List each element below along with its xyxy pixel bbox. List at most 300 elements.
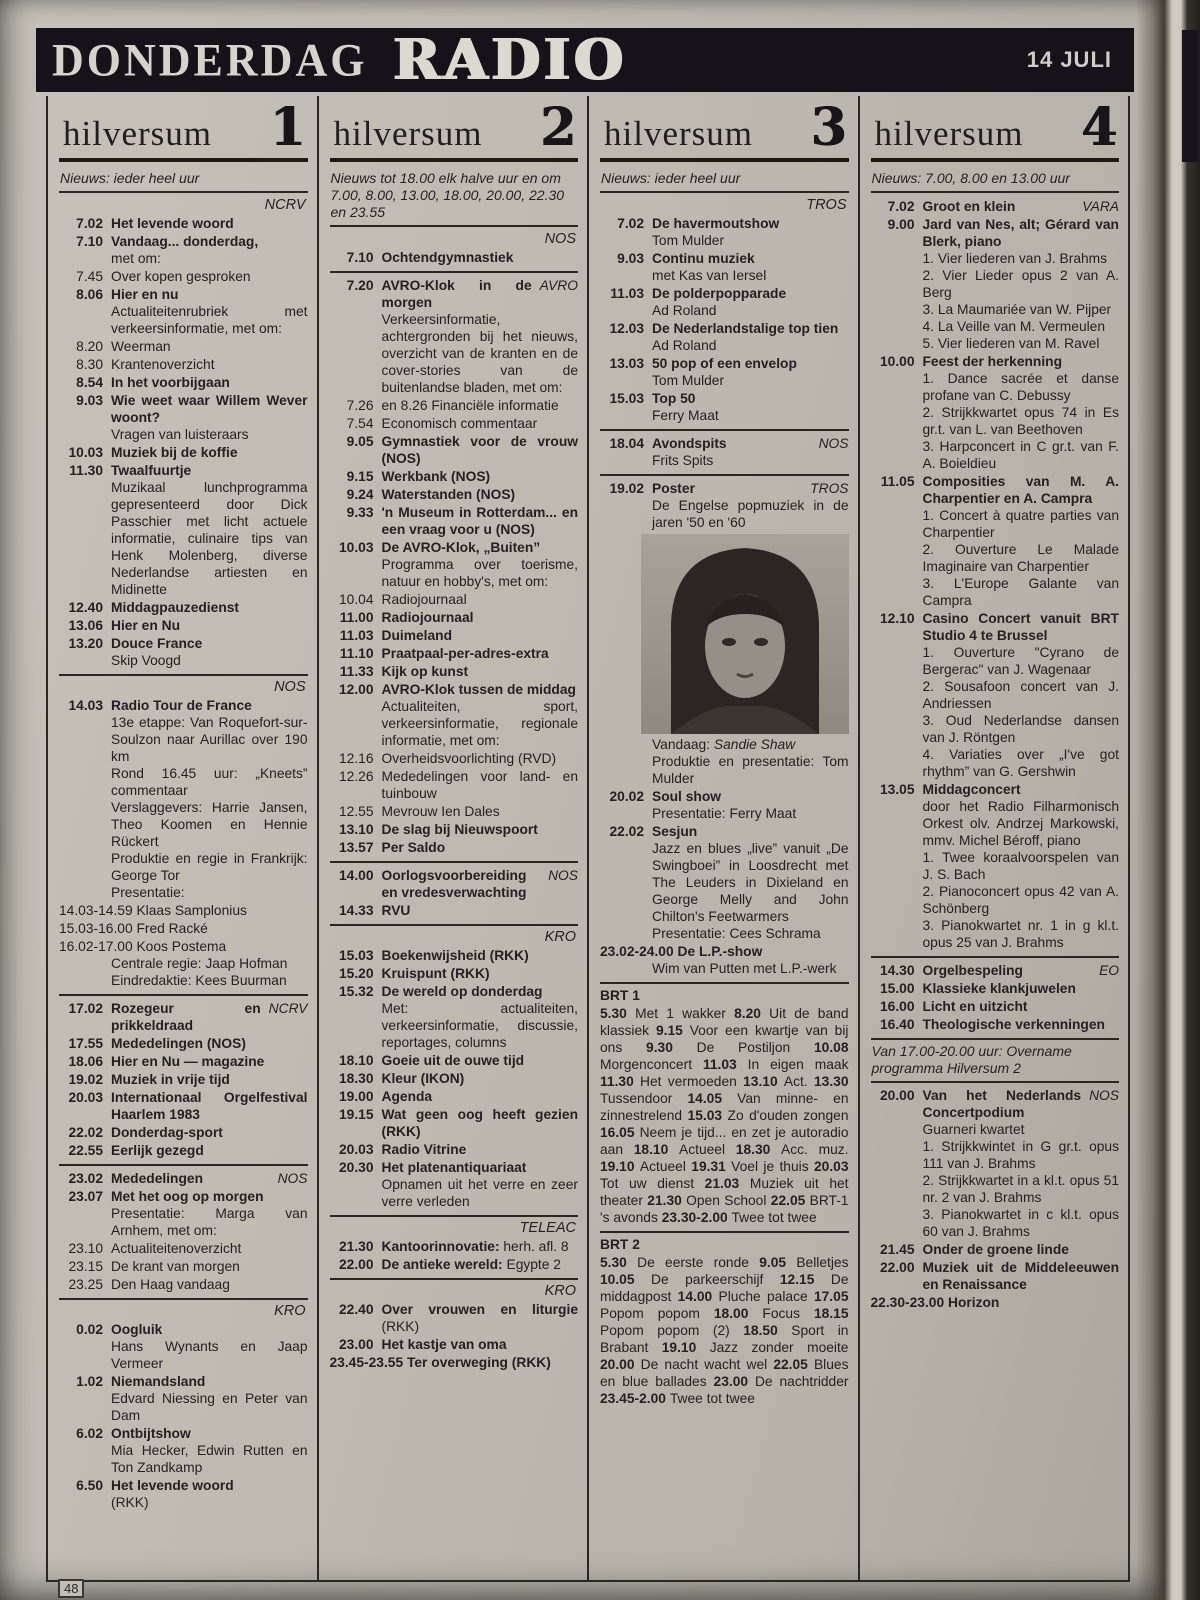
program-section	[59, 676, 308, 996]
program-entry	[59, 1170, 308, 1187]
brt-program: Voel je thuis	[731, 1159, 809, 1174]
brt-program: Met 1 wakker	[635, 1006, 726, 1021]
brt-heading: BRT 2	[600, 1237, 640, 1252]
program-title: Over kopen gesproken	[111, 269, 251, 284]
program-time: 7.45	[76, 269, 103, 284]
broadcaster-inline: VARA	[1082, 199, 1119, 214]
program-time: 20.02	[609, 789, 644, 804]
program-title: Overheidsvoorlichting (RVD)	[381, 751, 557, 766]
station-number: 2	[539, 97, 576, 158]
program-title: Kruispunt (RKK)	[381, 966, 490, 981]
program-body	[111, 444, 308, 461]
program-time: 23.02-24.00	[600, 944, 678, 959]
program-entry	[59, 356, 308, 373]
brt-time: 10.08	[790, 1040, 849, 1055]
brt-time: 22.05	[767, 1357, 814, 1372]
station-header	[59, 97, 308, 162]
program-title: Top 50	[652, 391, 696, 406]
program-time: 10.04	[338, 592, 374, 607]
program-description: Rond 16.45 uur: „Kneets” commentaar	[111, 766, 308, 798]
program-time: 16.40	[879, 1017, 915, 1032]
program-entry	[330, 433, 579, 467]
program-description: 3. Pianokwartet in c kl.t. opus 60 van J. Brahms	[922, 1207, 1119, 1239]
page-number: 48	[58, 1579, 84, 1598]
program-body	[382, 627, 579, 644]
program-entry	[59, 1321, 308, 1372]
program-entry	[59, 268, 308, 285]
program-title: Kleur (IKON)	[381, 1071, 465, 1086]
program-body	[111, 356, 308, 373]
program-entry	[600, 250, 849, 284]
program-title: De Nederlandstalige top tien	[652, 321, 839, 336]
program-entry	[59, 215, 308, 232]
broadcaster-inline: NOS	[548, 868, 578, 883]
broadcaster-inline: NOS	[277, 1171, 308, 1186]
program-body	[382, 1256, 579, 1273]
photo-caption	[652, 736, 849, 753]
program-body	[111, 1053, 308, 1070]
program-entry	[330, 1256, 579, 1273]
program-body	[382, 1052, 579, 1069]
brt-time: 13.10	[736, 1074, 784, 1089]
program-title: Van het Nederlands Concertpodium	[922, 1088, 1082, 1120]
news-times-line: Nieuws: ieder heel uur	[59, 167, 308, 193]
program-title: Goeie uit de ouwe tijd	[381, 1053, 525, 1068]
brt-time: 21.03	[694, 1176, 750, 1191]
program-body	[382, 1088, 579, 1105]
program-title: Internationaal Orgelfestival Haarlem 1983	[111, 1090, 308, 1122]
program-entry	[330, 627, 579, 644]
program-time: 21.30	[338, 1239, 374, 1254]
news-times-line: Nieuws tot 18.00 elk halve uur en om 7.00, 8.00, 13.00, 18.00, 20.00, 22.30 en 23.55	[330, 167, 579, 227]
program-title: Kijk op kunst	[381, 664, 469, 679]
program-entry	[330, 681, 579, 749]
program-title: Koos Postema	[136, 939, 227, 954]
program-title: Horizon	[947, 1295, 1000, 1310]
program-title: Hier en Nu	[111, 618, 180, 633]
brt-time: 9.30	[622, 1040, 697, 1055]
program-time: 20.03	[338, 1142, 374, 1157]
program-body	[382, 397, 579, 414]
program-body	[652, 250, 849, 284]
program-entry	[59, 617, 308, 634]
program-entry	[871, 610, 1120, 780]
program-title: en 8.26 Financiële informatie	[381, 398, 559, 413]
program-body	[382, 486, 579, 503]
brt-time: 23.45-2.00	[600, 1391, 670, 1406]
program-time: 15.03-16.00	[59, 921, 137, 936]
program-entry	[59, 697, 308, 901]
brt-program: Acc. muz.	[781, 1142, 849, 1157]
program-title: Praatpaal-per-adres-extra	[381, 646, 549, 661]
news-times-line: Nieuws: 7.00, 8.00 en 13.00 uur	[871, 167, 1120, 193]
program-title: Theologische verkenningen	[922, 1017, 1105, 1032]
program-body	[111, 1124, 308, 1141]
program-entry	[871, 198, 1120, 215]
program-description: Presentatie: Ferry Maat	[652, 806, 797, 821]
program-body	[923, 198, 1120, 215]
program-time: 12.10	[879, 611, 915, 626]
program-description: 3. L'Europe Galante van Campra	[922, 576, 1119, 608]
program-body	[111, 215, 308, 232]
brt-time: 23.30-2.00	[657, 1210, 732, 1225]
program-description: 2. Strijkkwartet opus 74 in Es gr.t. van L. van Beethoven	[922, 405, 1119, 437]
program-body	[382, 839, 579, 856]
brt-time: 22.05	[766, 1193, 810, 1208]
brt-time: 23.00	[706, 1374, 755, 1389]
program-body	[382, 1301, 579, 1335]
program-description: Ferry Maat	[652, 408, 719, 423]
program-entry	[600, 390, 849, 424]
program-section	[330, 926, 579, 1217]
program-title: Continu muziek	[652, 251, 755, 266]
program-entry	[330, 663, 579, 680]
program-body	[111, 635, 308, 669]
program-body	[382, 1238, 579, 1255]
program-entry	[871, 962, 1120, 979]
program-time: 8.06	[76, 287, 103, 302]
program-body	[923, 1016, 1120, 1033]
program-body	[382, 415, 579, 432]
program-section	[59, 194, 308, 676]
program-body	[382, 947, 579, 964]
program-title: Mededelingen	[111, 1171, 203, 1186]
program-body	[923, 962, 1120, 979]
broadcaster-label: NOS	[544, 231, 576, 247]
brt-program: Twee tot twee	[731, 1210, 817, 1225]
program-time: 8.30	[76, 357, 103, 372]
program-entry	[59, 1071, 308, 1088]
station-name: hilversum	[333, 114, 483, 153]
program-time: 7.02	[887, 199, 915, 214]
program-description: Actualiteitenrubriek met verkeersinformatie, met om:	[111, 304, 308, 336]
program-body	[111, 1188, 308, 1239]
program-entry	[600, 788, 849, 822]
program-body	[111, 1089, 308, 1123]
program-time: 22.00	[338, 1257, 374, 1272]
program-entry	[600, 943, 849, 977]
program-entry	[330, 1070, 579, 1087]
program-description: 4. Variaties over „I've got rhythm” van G. Gershwin	[922, 747, 1119, 779]
brt-program: De parkeerschijf	[651, 1272, 764, 1287]
program-entry	[330, 983, 579, 1051]
program-section	[59, 1166, 308, 1300]
program-entry	[330, 1088, 579, 1105]
program-time: 20.00	[879, 1088, 915, 1103]
program-entry	[330, 768, 579, 802]
hilversum-4-column	[860, 96, 1131, 1580]
program-title: Het platenantiquariaat	[381, 1160, 527, 1175]
station-number: 4	[1080, 97, 1117, 158]
program-body	[111, 1240, 308, 1257]
program-time: 22.02	[68, 1125, 103, 1140]
program-body	[923, 216, 1120, 352]
program-body	[923, 473, 1120, 609]
program-title: Weerman	[111, 339, 171, 354]
brt-program: Voor een kwartje van bij ons	[600, 1023, 849, 1055]
brt-time: 19.31	[685, 1159, 732, 1174]
brt-program: Twee tot twee	[669, 1391, 755, 1406]
program-body	[111, 617, 308, 634]
program-time: 22.55	[68, 1143, 103, 1158]
program-title: Radio Vitrine	[381, 1142, 467, 1157]
program-title: Hier en Nu — magazine	[111, 1054, 265, 1069]
program-title: Rozegeur en prikkeldraad	[111, 1001, 261, 1033]
program-section	[330, 1217, 579, 1280]
program-title: Werkbank (NOS)	[381, 469, 491, 484]
program-time: 0.02	[76, 1322, 103, 1337]
program-body	[382, 1070, 579, 1087]
program-description: 2. Sousafoon concert van J. Andriessen	[922, 679, 1119, 711]
program-description: Tom Mulder	[652, 373, 725, 388]
program-time: 6.02	[76, 1426, 103, 1441]
program-entry	[871, 1294, 1120, 1311]
program-entry	[59, 1477, 308, 1511]
program-description: Presentatie: Marga van Arnhem, met om:	[111, 1206, 308, 1238]
program-body	[111, 1142, 308, 1159]
brt-program: Actueel	[679, 1142, 726, 1157]
brt-program: Popom popom	[600, 1306, 700, 1321]
program-title: Klassieke klankjuwelen	[922, 981, 1076, 996]
program-body	[652, 355, 849, 389]
program-entry	[59, 1089, 308, 1123]
program-entry	[59, 286, 308, 337]
program-time: 12.40	[68, 600, 103, 615]
program-description: Eindredaktie: Kees Buurman	[111, 973, 287, 988]
program-title: Den Haag vandaag	[111, 1277, 230, 1292]
station-header	[600, 97, 849, 162]
program-body	[111, 1258, 308, 1275]
brt-program: Tot uw dienst	[600, 1176, 695, 1191]
program-description: Presentatie:	[111, 885, 185, 900]
program-body	[382, 983, 579, 1051]
brt-time: 20.03	[808, 1159, 849, 1174]
program-body	[923, 1087, 1120, 1240]
program-title: Waterstanden (NOS)	[381, 487, 516, 502]
brt-program: BRT-1 's avonds	[600, 1193, 849, 1225]
program-title: De wereld op donderdag	[381, 984, 543, 999]
broadcaster-label: TROS	[806, 197, 847, 213]
masthead	[36, 28, 1134, 92]
program-title: Met het oog op morgen	[111, 1189, 264, 1204]
program-time: 14.03	[68, 698, 103, 713]
brt-time: 9.05	[748, 1255, 797, 1270]
program-time: 18.30	[338, 1071, 374, 1086]
program-title: Fred Racké	[136, 921, 208, 936]
brt-program: Pluche palace	[718, 1289, 808, 1304]
program-description: 1. Vier liederen van J. Brahms	[922, 251, 1108, 266]
program-description: 1. Strijkkwintet in G gr.t. opus 111 van J. Brahms	[922, 1139, 1119, 1171]
program-body	[382, 504, 579, 538]
program-time: 11.10	[339, 646, 374, 661]
relay-note: Van 17.00-20.00 uur: Overname programma Hilversum 2	[871, 1040, 1120, 1083]
brt-program: De nacht wacht wel	[640, 1357, 768, 1372]
program-time: 11.03	[610, 286, 644, 301]
program-entry	[330, 965, 579, 982]
program-entry	[871, 216, 1120, 352]
program-title: Agenda	[381, 1089, 433, 1104]
program-title: Composities van M. A. Charpentier en A. Campra	[922, 474, 1119, 506]
brt-heading: BRT 1	[600, 988, 640, 1003]
program-time: 23.25	[68, 1277, 103, 1292]
station-number: 1	[269, 97, 306, 158]
program-time: 13.20	[68, 636, 103, 651]
program-description: Edvard Niessing en Peter van Dam	[111, 1391, 308, 1423]
program-body	[923, 980, 1120, 997]
program-entry	[59, 1425, 308, 1476]
program-body	[111, 1071, 308, 1088]
program-entry	[330, 821, 579, 838]
program-entry	[59, 1258, 308, 1275]
brt-schedule	[600, 1005, 849, 1226]
program-title: Douce France	[111, 636, 203, 651]
program-body	[652, 285, 849, 319]
program-time: 10.03	[338, 540, 374, 555]
program-entry	[330, 947, 579, 964]
program-body	[111, 374, 308, 391]
program-entry	[59, 1240, 308, 1257]
program-title: Radiojournaal	[381, 610, 474, 625]
program-title: Klaas Samplonius	[136, 903, 247, 918]
program-time: 18.04	[609, 436, 644, 451]
program-description: Guarneri kwartet	[922, 1122, 1025, 1137]
program-description: Jazz en blues „live” vanuit „De Swingboei” in Loosdrecht met The Leuders in Dixieland en George Melly and John Chilton's Feetwarmers	[652, 841, 849, 924]
program-body	[382, 591, 579, 608]
program-entry	[59, 462, 308, 598]
program-body	[111, 1000, 308, 1034]
program-entry	[330, 397, 579, 414]
section-title: RADIO	[393, 27, 627, 93]
news-times-line: Nieuws: ieder heel uur	[600, 167, 849, 193]
brt-time: 10.05	[600, 1272, 652, 1287]
program-title: Vandaag... donderdag,	[111, 234, 259, 249]
program-time: 23.07	[68, 1189, 103, 1204]
program-time: 13.06	[68, 618, 103, 633]
program-time: 23.15	[68, 1259, 103, 1274]
photo-caption-credit: Produktie en presentatie: Tom Mulder	[652, 754, 849, 786]
program-description: 3. Oud Nederlandse dansen van J. Röntgen	[922, 713, 1119, 745]
program-title: Het levende woord	[111, 216, 234, 231]
program-section	[871, 1083, 1120, 1316]
program-entry	[59, 374, 308, 391]
brt-program: Muziek uit het theater	[600, 1176, 849, 1208]
program-time: 7.54	[346, 416, 374, 431]
program-title: Wie weet waar Willem Wever woont?	[111, 393, 308, 425]
program-title: AVRO-Klok tussen de middag	[381, 682, 576, 697]
program-time: 12.00	[338, 682, 374, 697]
program-title: Ochtendgymnastiek	[381, 250, 514, 265]
program-title: Het kastje van oma	[381, 1337, 507, 1352]
program-time: 9.03	[617, 251, 644, 266]
program-time: 7.10	[346, 250, 374, 265]
program-description: Ad Roland	[652, 338, 717, 353]
brt-program: Tussendoor	[600, 1091, 673, 1106]
program-entry	[600, 480, 849, 531]
program-body	[111, 1170, 308, 1187]
program-title: In het voorbijgaan	[111, 375, 230, 390]
brt-time: 15.03	[682, 1108, 728, 1123]
brt-program: Act.	[783, 1074, 808, 1089]
page-edge	[1136, 0, 1200, 1600]
program-time: 8.54	[76, 375, 103, 390]
program-title: De AVRO-Klok, „Buiten”	[381, 540, 541, 555]
program-time: 19.02	[68, 1072, 103, 1087]
program-description: 2. Vier Lieder opus 2 van A. Berg	[922, 268, 1119, 300]
next-page-sliver	[1182, 30, 1198, 162]
brt-time: 5.30	[600, 1006, 636, 1021]
broadcaster-label: KRO	[544, 1283, 576, 1299]
program-description: Tom Mulder	[652, 233, 725, 248]
program-title: Muziek bij de koffie	[111, 445, 238, 460]
program-section	[330, 863, 579, 926]
program-title: De havermoutshow	[652, 216, 780, 231]
program-title: Het levende woord	[111, 1478, 234, 1493]
brt-program: Zo d'ouden zongen	[727, 1108, 849, 1123]
brt-time: 19.10	[600, 1159, 640, 1174]
program-body	[111, 1276, 308, 1293]
program-title: De krant van morgen	[111, 1259, 240, 1274]
program-description: 1. Ouverture "Cyrano de Bergerac" van J. Wagenaar	[922, 645, 1119, 677]
program-section	[871, 958, 1120, 1040]
program-entry	[330, 1141, 579, 1158]
program-entry	[59, 1188, 308, 1239]
program-body	[382, 645, 579, 662]
program-description: Opnamen uit het verre en zeer verre verleden	[381, 1177, 578, 1209]
program-entry	[600, 285, 849, 319]
program-title: Over vrouwen en liturgie	[381, 1302, 578, 1317]
brt-time: 13.30	[807, 1074, 849, 1089]
program-body	[652, 480, 849, 531]
program-time: 22.30-23.00	[870, 1295, 948, 1310]
program-time: 20.03	[68, 1090, 103, 1105]
program-time: 16.02-17.00	[59, 939, 137, 954]
program-body	[382, 277, 579, 396]
program-entry	[59, 1276, 308, 1293]
brt-program: Neem je tijd... en zet je autoradio aan	[600, 1125, 849, 1157]
program-time: 1.02	[76, 1374, 103, 1389]
program-title: Oorlogsvoorbereiding en vredesverwachting	[381, 868, 527, 900]
program-description: 13e etappe: Van Roquefort-sur-Soulzon naar Aurillac over 190 km	[111, 715, 308, 764]
brt-program: Popom popom (2)	[600, 1323, 730, 1338]
program-body	[923, 1259, 1120, 1293]
program-entry	[330, 609, 579, 626]
program-entry	[59, 338, 308, 355]
program-description: Skip Voogd	[111, 653, 181, 668]
program-description: 3. Harpconcert in C gr.t. van F. A. Boieldieu	[922, 439, 1119, 471]
program-entry	[330, 277, 579, 396]
program-body	[111, 233, 308, 267]
program-body	[382, 468, 579, 485]
program-title: Kantoorinnovatie:	[381, 1239, 500, 1254]
program-body	[111, 1373, 308, 1424]
brt-program: Van minne- en zinnestrelend	[600, 1091, 849, 1123]
program-title: Hier en nu	[111, 287, 179, 302]
program-title: Groot en klein	[922, 199, 1016, 214]
program-title: Oogluik	[111, 1322, 163, 1337]
program-title: Casino Concert vanuit BRT Studio 4 te Brussel	[922, 611, 1119, 643]
program-title: Licht en uitzicht	[922, 999, 1028, 1014]
program-time: 16.00	[879, 999, 915, 1014]
program-entry	[600, 355, 849, 389]
program-entry	[59, 444, 308, 461]
brt-program: Blues en blue ballades	[600, 1357, 849, 1389]
caption-label: Vandaag:	[652, 737, 714, 752]
program-time: 12.16	[338, 751, 374, 766]
brt-program: De Postiljon	[696, 1040, 791, 1055]
program-time: 7.20	[346, 278, 374, 293]
station-header	[871, 97, 1120, 162]
program-title: De antieke wereld:	[381, 1257, 503, 1272]
